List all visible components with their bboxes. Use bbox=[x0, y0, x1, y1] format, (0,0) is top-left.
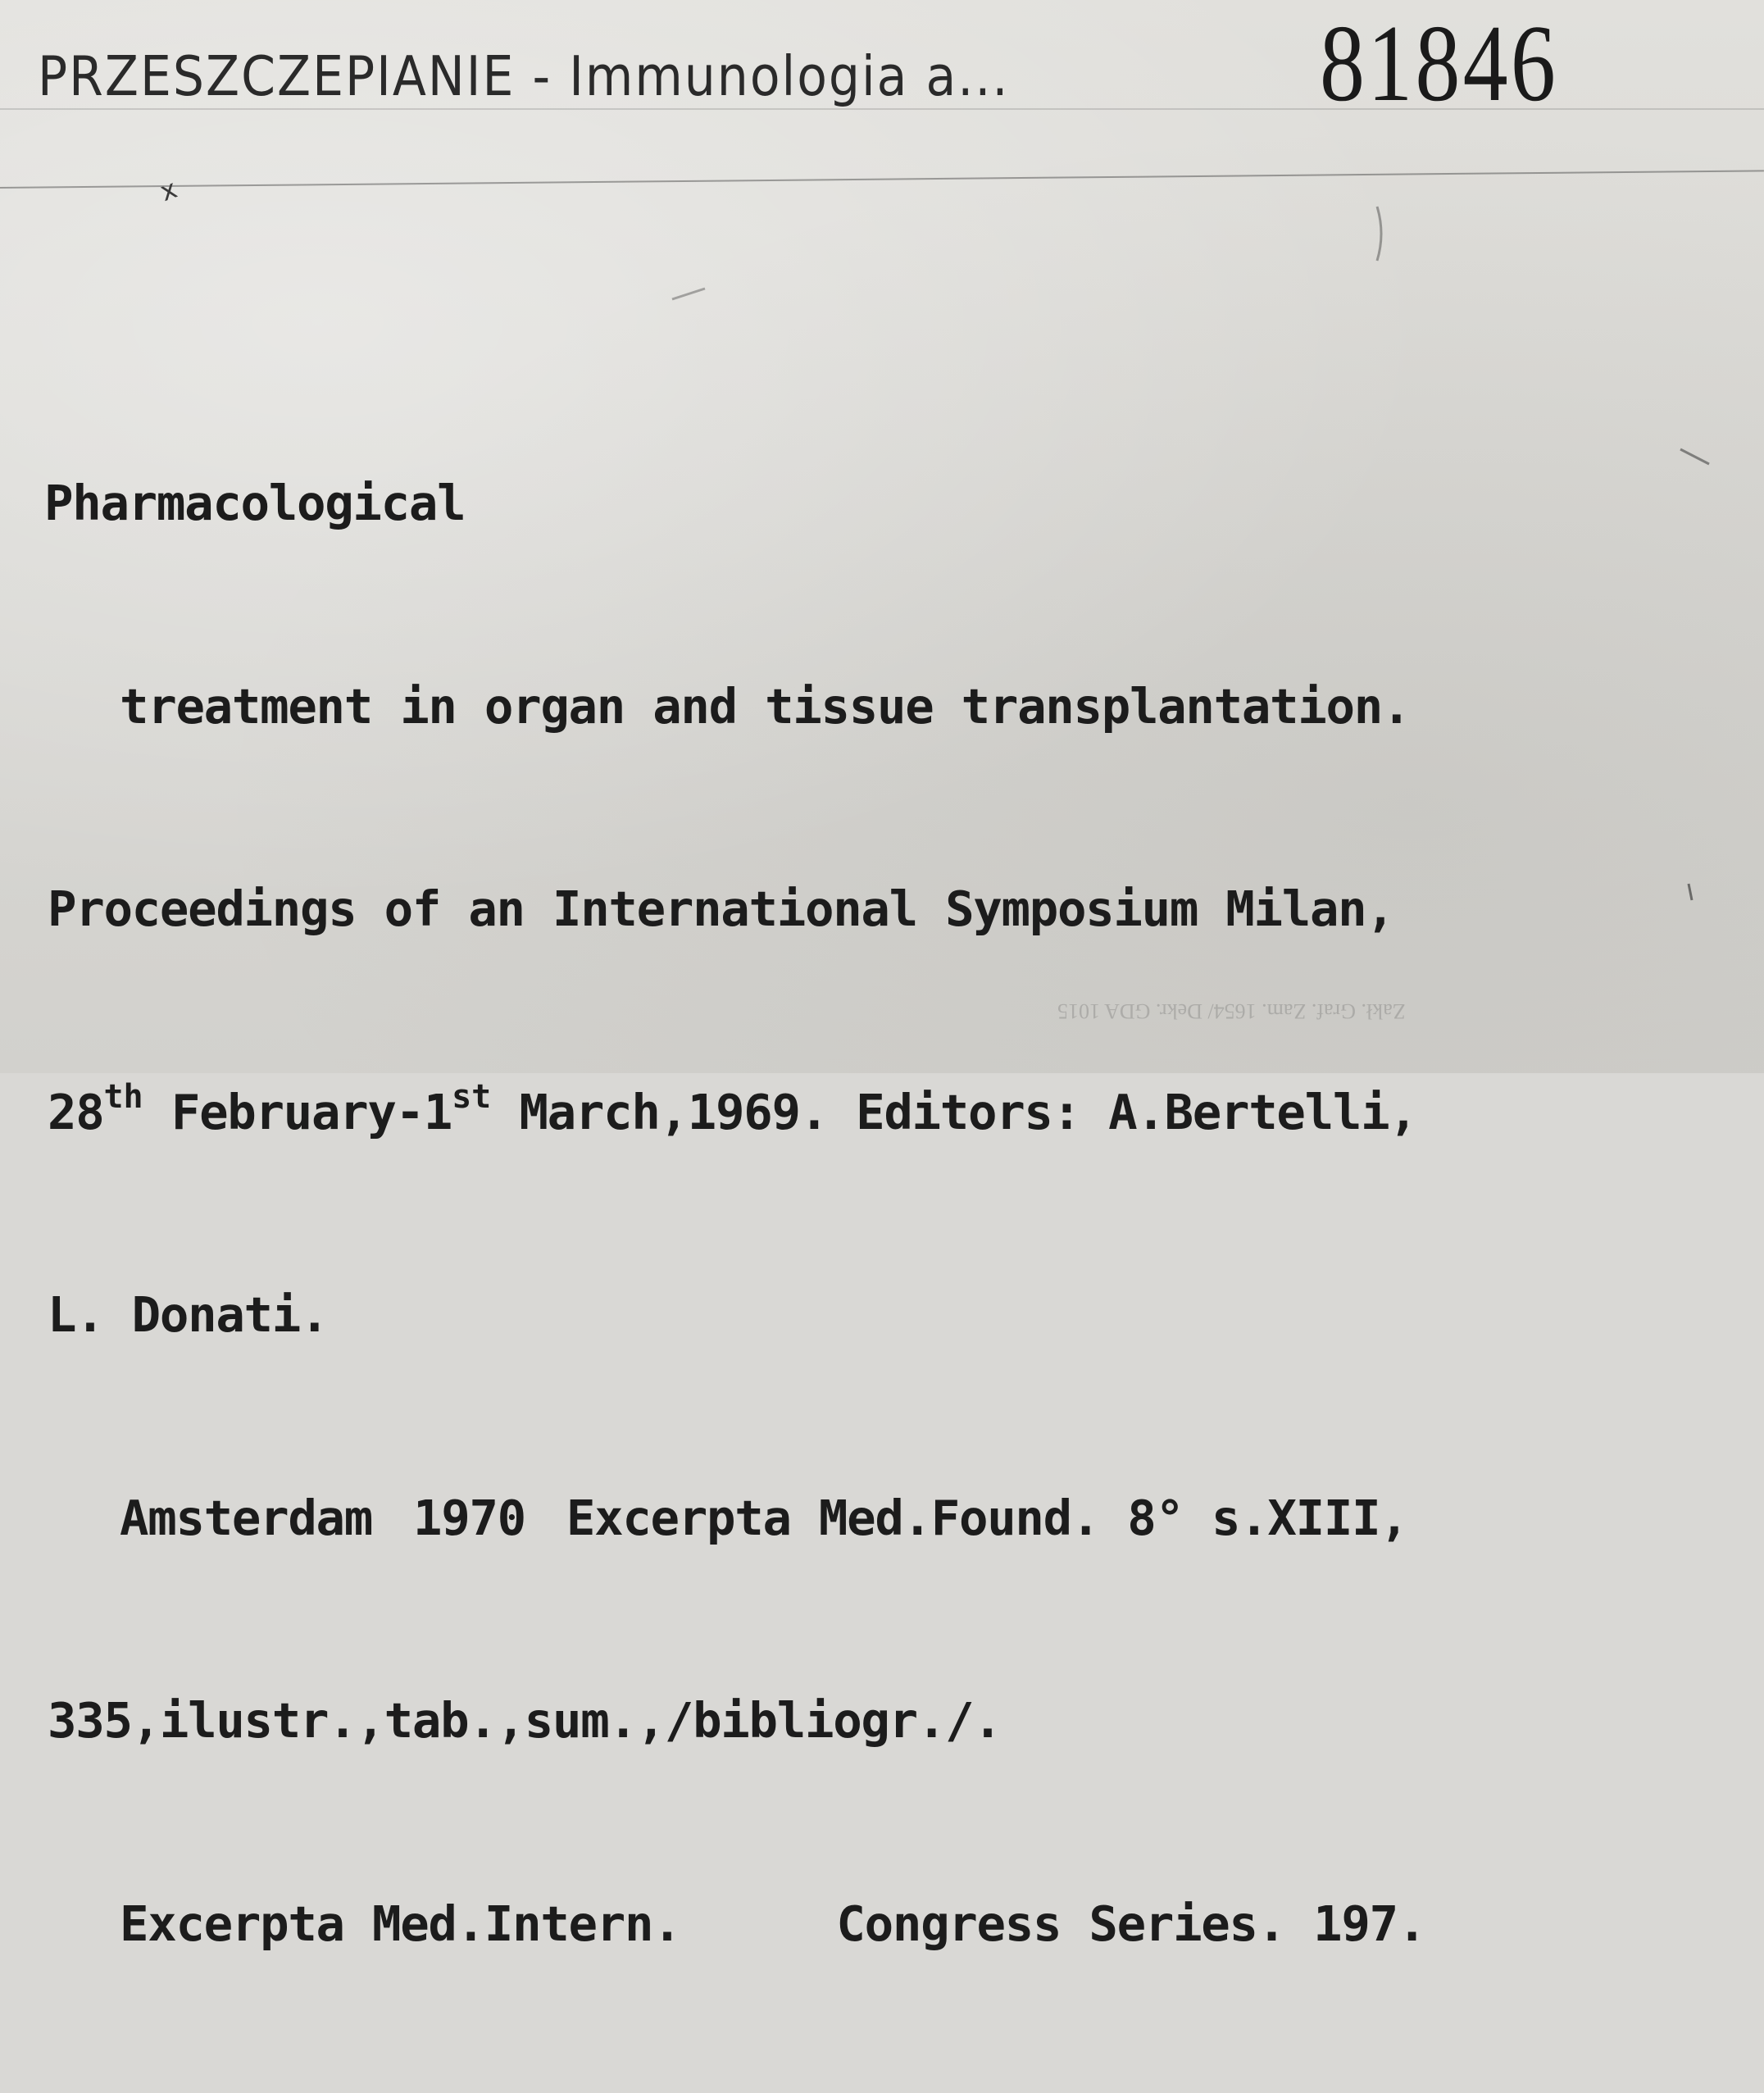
date-day-end-suffix: st bbox=[452, 1077, 492, 1116]
stray-mark-2 bbox=[672, 289, 705, 299]
title-line-2: treatment in organ and tissue transplantation. bbox=[120, 677, 1411, 735]
imprint-publisher: Excerpta Med.Found. 8° s.XIII, bbox=[566, 1489, 1408, 1546]
date-rest: March,1969. Editors: A.Bertelli, bbox=[491, 1083, 1417, 1140]
imprint-line bbox=[48, 1485, 1425, 1553]
editors-line: L. Donati. bbox=[48, 1286, 329, 1343]
imprint-place: Amsterdam bbox=[120, 1489, 372, 1546]
series-number: Congress Series. 197. bbox=[836, 1895, 1426, 1952]
printer-note: Zakł. Graf. Zam. 1654/ Dekr. GDA 1015 bbox=[1057, 999, 1406, 1023]
series-line bbox=[48, 1891, 1425, 1959]
proceedings-line: Proceedings of an International Symposium Milan, bbox=[48, 880, 1394, 937]
bibliographic-entry bbox=[44, 334, 1426, 2093]
collation-line: 335,ilustr.,tab.,sum.,/bibliogr./. bbox=[48, 1692, 1002, 1749]
date-day-start-suffix: th bbox=[103, 1077, 143, 1116]
stray-mark-4 bbox=[1680, 449, 1709, 464]
title-line-1: Pharmacological bbox=[44, 475, 466, 531]
date-month-range: February-1 bbox=[143, 1083, 452, 1140]
heading-rule bbox=[0, 170, 1764, 189]
imprint-year: 1970 bbox=[413, 1489, 525, 1546]
upper-rule bbox=[0, 108, 1764, 110]
subject-heading: PRZESZCZEPIANIE - Immunologia a... bbox=[38, 44, 1010, 109]
date-editors-line bbox=[48, 1079, 1425, 1147]
series-name: Excerpta Med.Intern. bbox=[120, 1895, 681, 1952]
stray-mark-3 bbox=[1689, 884, 1692, 900]
call-number: 81846 bbox=[1320, 2, 1559, 124]
stray-mark-1 bbox=[1377, 207, 1381, 261]
check-mark: x bbox=[156, 172, 181, 208]
date-day-start: 28 bbox=[48, 1083, 104, 1140]
